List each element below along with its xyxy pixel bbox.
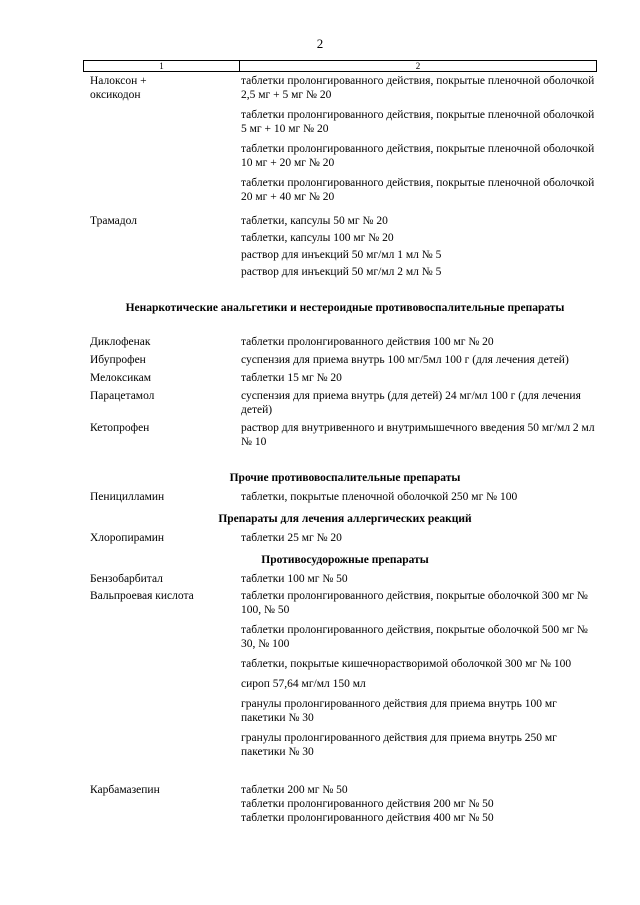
dosage-form: таблетки 100 мг № 50 <box>241 573 348 585</box>
drug-forms <box>241 531 600 545</box>
drug-name: Парацетамол <box>90 390 155 402</box>
drug-name: Диклофенак <box>90 336 151 348</box>
dosage-form: таблетки 200 мг № 50 <box>241 784 348 796</box>
drug-table-body <box>90 74 600 825</box>
dosage-form: гранулы пролонгированного действия для приема внутрь 250 мг пакетики № 30 <box>241 732 557 758</box>
drug-entry <box>90 490 600 504</box>
dosage-form: таблетки пролонгированного действия, покрытые пленочной оболочкой 5 мг + 10 мг № 20 <box>241 109 595 135</box>
drug-forms <box>241 389 600 417</box>
dosage-form: таблетки пролонгированного действия, покрытые пленочной оболочкой 10 мг + 20 мг № 20 <box>241 143 595 169</box>
drug-entry <box>90 214 600 279</box>
dosage-form: таблетки, покрытые кишечнорастворимой оболочкой 300 мг № 100 <box>241 658 572 670</box>
drug-forms <box>241 490 600 504</box>
table-header <box>83 60 597 72</box>
dosage-form: таблетки, капсулы 100 мг № 20 <box>241 232 394 244</box>
dosage-form: суспензия для приема внутрь (для детей) 24 мг/мл 100 г (для лечения детей) <box>241 390 581 416</box>
drug-forms <box>241 783 600 825</box>
drug-forms <box>241 572 600 586</box>
drug-name: Мелоксикам <box>90 372 152 384</box>
dosage-form: таблетки 15 мг № 20 <box>241 372 342 384</box>
dosage-form: раствор для внутривенного и внутримышечного введения 50 мг/мл 2 мл № 10 <box>241 422 595 448</box>
section-heading-other-anti-inflammatory: Прочие противовоспалительные препараты <box>229 472 461 484</box>
drug-entry <box>90 389 600 417</box>
dosage-form: таблетки пролонгированного действия, покрытые оболочкой 500 мг № 30, № 100 <box>241 624 588 650</box>
drug-entry <box>90 589 600 759</box>
drug-forms <box>241 371 600 385</box>
drug-name: Кетопрофен <box>90 422 150 434</box>
drug-forms <box>241 589 600 759</box>
page-number: 2 <box>316 36 324 51</box>
dosage-form: раствор для инъекций 50 мг/мл 1 мл № 5 <box>241 249 442 261</box>
drug-name: Карбамазепин <box>90 784 160 796</box>
section-heading-allergy: Препараты для лечения аллергических реакций <box>218 513 472 525</box>
dosage-form: таблетки пролонгированного действия, покрытые пленочной оболочкой 20 мг + 40 мг № 20 <box>241 177 595 203</box>
drug-entry <box>90 531 600 545</box>
drug-forms <box>241 421 600 449</box>
drug-name: Хлоропирамин <box>90 532 165 544</box>
dosage-form: таблетки пролонгированного действия, покрытые пленочной оболочкой 2,5 мг + 5 мг № 20 <box>241 75 595 101</box>
dosage-form: гранулы пролонгированного действия для приема внутрь 100 мг пакетики № 30 <box>241 698 557 724</box>
drug-name: Трамадол <box>90 215 137 227</box>
drug-forms <box>241 214 600 279</box>
drug-name <box>90 74 241 210</box>
drug-entry <box>90 371 600 385</box>
section-heading-anticonvulsant: Противосудорожные препараты <box>261 554 429 566</box>
dosage-form: таблетки пролонгированного действия 400 мг № 50 <box>241 812 494 824</box>
dosage-form: таблетки, покрытые пленочной оболочкой 250 мг № 100 <box>241 491 518 503</box>
drug-name: Бензобарбитал <box>90 573 163 585</box>
table-header-col1: 1 <box>84 61 240 71</box>
dosage-form: таблетки пролонгированного действия 200 мг № 50 <box>241 798 494 810</box>
dosage-form: раствор для инъекций 50 мг/мл 2 мл № 5 <box>241 266 442 278</box>
section-heading-nsaid: Ненаркотические анальгетики и нестероидные противовоспалительные препараты <box>125 302 565 314</box>
drug-name-line: Налоксон + оксикодон <box>90 75 147 101</box>
dosage-form: таблетки пролонгированного действия, покрытые оболочкой 300 мг № 100, № 50 <box>241 590 588 616</box>
drug-forms <box>241 335 600 349</box>
dosage-form: таблетки 25 мг № 20 <box>241 532 342 544</box>
drug-entry <box>90 421 600 449</box>
drug-entry <box>90 572 600 586</box>
drug-entry <box>90 74 600 210</box>
drug-name: Вальпроевая кислота <box>90 590 194 602</box>
drug-entry <box>90 353 600 367</box>
dosage-form: сироп 57,64 мг/мл 150 мл <box>241 678 366 690</box>
drug-forms <box>241 353 600 367</box>
drug-name: Ибупрофен <box>90 354 146 366</box>
table-header-col2: 2 <box>415 61 421 71</box>
drug-name: Пеницилламин <box>90 491 165 503</box>
dosage-form: таблетки, капсулы 50 мг № 20 <box>241 215 388 227</box>
dosage-form: суспензия для приема внутрь 100 мг/5мл 100 г (для лечения детей) <box>241 354 569 366</box>
drug-forms <box>241 74 600 210</box>
drug-entry <box>90 335 600 349</box>
drug-entry <box>90 783 600 825</box>
dosage-form: таблетки пролонгированного действия 100 мг № 20 <box>241 336 494 348</box>
